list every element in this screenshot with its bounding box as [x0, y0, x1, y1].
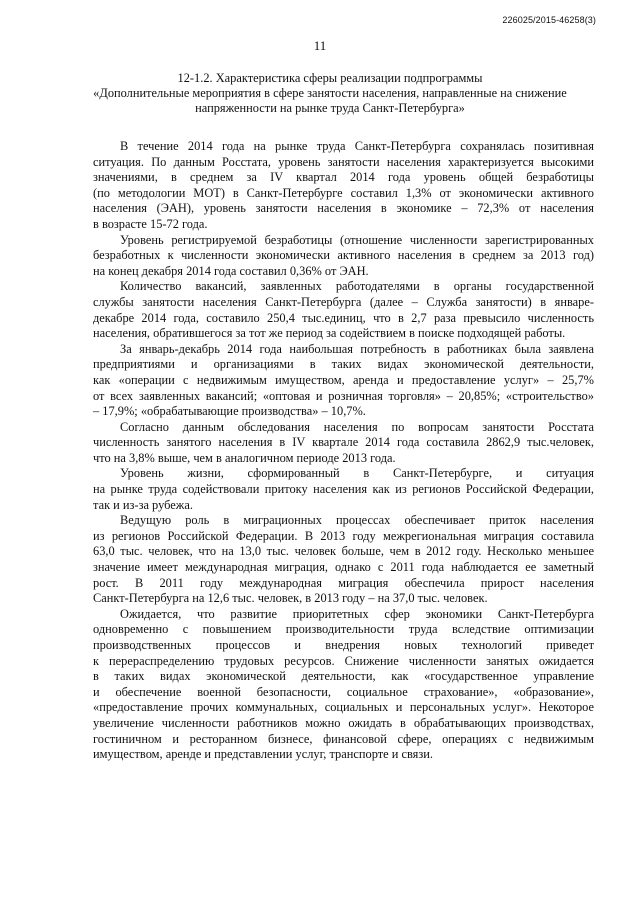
paragraph-line: из регионов Российской Федерации. В 2013 году межрегиональная миграция составила [93, 528, 594, 543]
paragraph-line: В течение 2014 года на рынке труда Санкт-Петербурга сохранялась позитивная [120, 139, 594, 153]
paragraph-line: населения (ЭАН), уровень занятости населения в экономике – 72,3% от населения [93, 201, 594, 216]
paragraph [93, 279, 594, 341]
paragraph-line: на рынке труда содействовали притоку населения как из регионов Российской Федерации, [93, 482, 594, 497]
paragraph-line: на конец декабря 2014 года составил 0,36% от ЭАН. [93, 263, 369, 278]
document-id: 226025/2015-46258(3) [502, 15, 596, 25]
paragraph-line: рост. В 2011 году международная миграция обеспечила прирост населения [93, 575, 594, 590]
paragraph-line: безработных к численности экономически активного населения в среднем за 2013 год) [93, 248, 594, 263]
paragraph-line: Ожидается, что развитие приоритетных сфер экономики Санкт-Петербурга [120, 606, 594, 621]
paragraph-line: ситуация. По данным Росстата, уровень занятости населения характеризуется высокими [93, 154, 594, 169]
paragraph-line: Уровень регистрируемой безработицы (отношение численности зарегистрированных [120, 232, 594, 247]
paragraph-line: значение имеет международная миграция, однако с 2011 года наблюдается ее заметный [93, 560, 594, 575]
paragraph-line: увеличение численности работников можно ожидать в обрабатывающих производствах, [93, 715, 594, 730]
paragraph-line: и обеспечение военной безопасности, социальное страхование», «образование», [93, 684, 594, 699]
paragraph-line: За январь-декабрь 2014 года наибольшая потребность в работниках была заявлена [120, 341, 594, 356]
paragraph-line: Количество вакансий, заявленных работодателями в органы государственной [120, 279, 594, 294]
paragraph-line: Согласно данным обследования населения по вопросам занятости Росстата [120, 419, 594, 434]
paragraph-line: предприятиями и организациями в таких видах экономической деятельности, [93, 357, 594, 372]
paragraph-line: – 17,9%; «обрабатывающие производства» – 10,7%. [93, 404, 366, 419]
paragraph-line: декабре 2014 года, составило 250,4 тыс.единиц, что в 2,7 раза превысило численность [93, 310, 594, 325]
paragraph-line: так и из-за рубежа. [93, 497, 193, 512]
paragraph-line: как «операции с недвижимым имуществом, аренда и предоставление услуг» – 25,7% [93, 372, 594, 387]
paragraph [93, 233, 594, 280]
paragraph-line: Санкт-Петербурга на 12,6 тыс. человек, в 2013 году – на 37,0 тыс. человек. [93, 591, 488, 606]
section-heading-line: напряженности на рынке труда Санкт-Петербурга» [195, 101, 465, 115]
paragraph-line: к перераспределению трудовых ресурсов. Снижение численности занятых ожидается [93, 653, 594, 668]
paragraph [93, 466, 594, 513]
paragraph [93, 607, 594, 763]
paragraph-line: одновременно с повышением производительности труда вследствие оптимизации [93, 622, 594, 637]
paragraph [93, 420, 594, 467]
paragraph-line: в таких видах экономической деятельности, как «государственное управление [93, 669, 594, 684]
paragraph-line: (по методологии МОТ) в Санкт-Петербурге составил 1,3% от экономически активного [93, 185, 594, 200]
paragraph [93, 342, 594, 420]
paragraph-line: в возрасте 15-72 года. [93, 216, 208, 231]
section-heading-line: 12-1.2. Характеристика сферы реализации подпрограммы [177, 71, 483, 85]
paragraph-line: от всех заявленных вакансий; «оптовая и розничная торговля» – 20,85%; «строительство» [93, 388, 594, 403]
paragraph-line: производственных процессов и внедрения новых технологий приведет [93, 638, 594, 652]
paragraph-line: численность занятого населения в IV квартале 2014 года составила 2862,9 тыс.человек, [93, 435, 594, 450]
paragraph-line: «предоставление прочих коммунальных, социальных и персональных услуг». Некоторое [93, 700, 594, 715]
paragraph-line: гостиничном и ресторанном бизнесе, финансовой сфере, операциях с недвижимым [93, 731, 594, 746]
document-body [93, 139, 594, 763]
paragraph-line: имуществом, аренде и представлении услуг, транспорте и связи. [93, 747, 433, 762]
paragraph-line: населения, обратившегося за тот же период за содействием в поиске подходящей работы. [93, 326, 566, 341]
paragraph-line: Ведущую роль в миграционных процессах обеспечивает приток населения [120, 513, 594, 528]
section-heading [60, 71, 600, 116]
paragraph-line: службы занятости населения Санкт-Петербурга (далее – Служба занятости) в январе- [93, 294, 594, 309]
paragraph-line: Уровень жизни, сформированный в Санкт-Петербурге, и ситуация [120, 466, 594, 481]
paragraph-line: что на 3,8% выше, чем в аналогичном периоде 2013 года. [93, 450, 396, 465]
section-heading-line: «Дополнительные мероприятия в сфере занятости населения, направленные на снижение [93, 86, 567, 100]
paragraph-line: 63,0 тыс. человек, что на 13,0 тыс. человек больше, чем в 2012 году. Несколько меньшее [93, 544, 594, 559]
paragraph [93, 139, 594, 233]
page-number: 11 [313, 38, 327, 53]
paragraph [93, 513, 594, 607]
paragraph-line: значениями, в среднем за IV квартал 2014 года уровень общей безработицы [93, 170, 594, 185]
